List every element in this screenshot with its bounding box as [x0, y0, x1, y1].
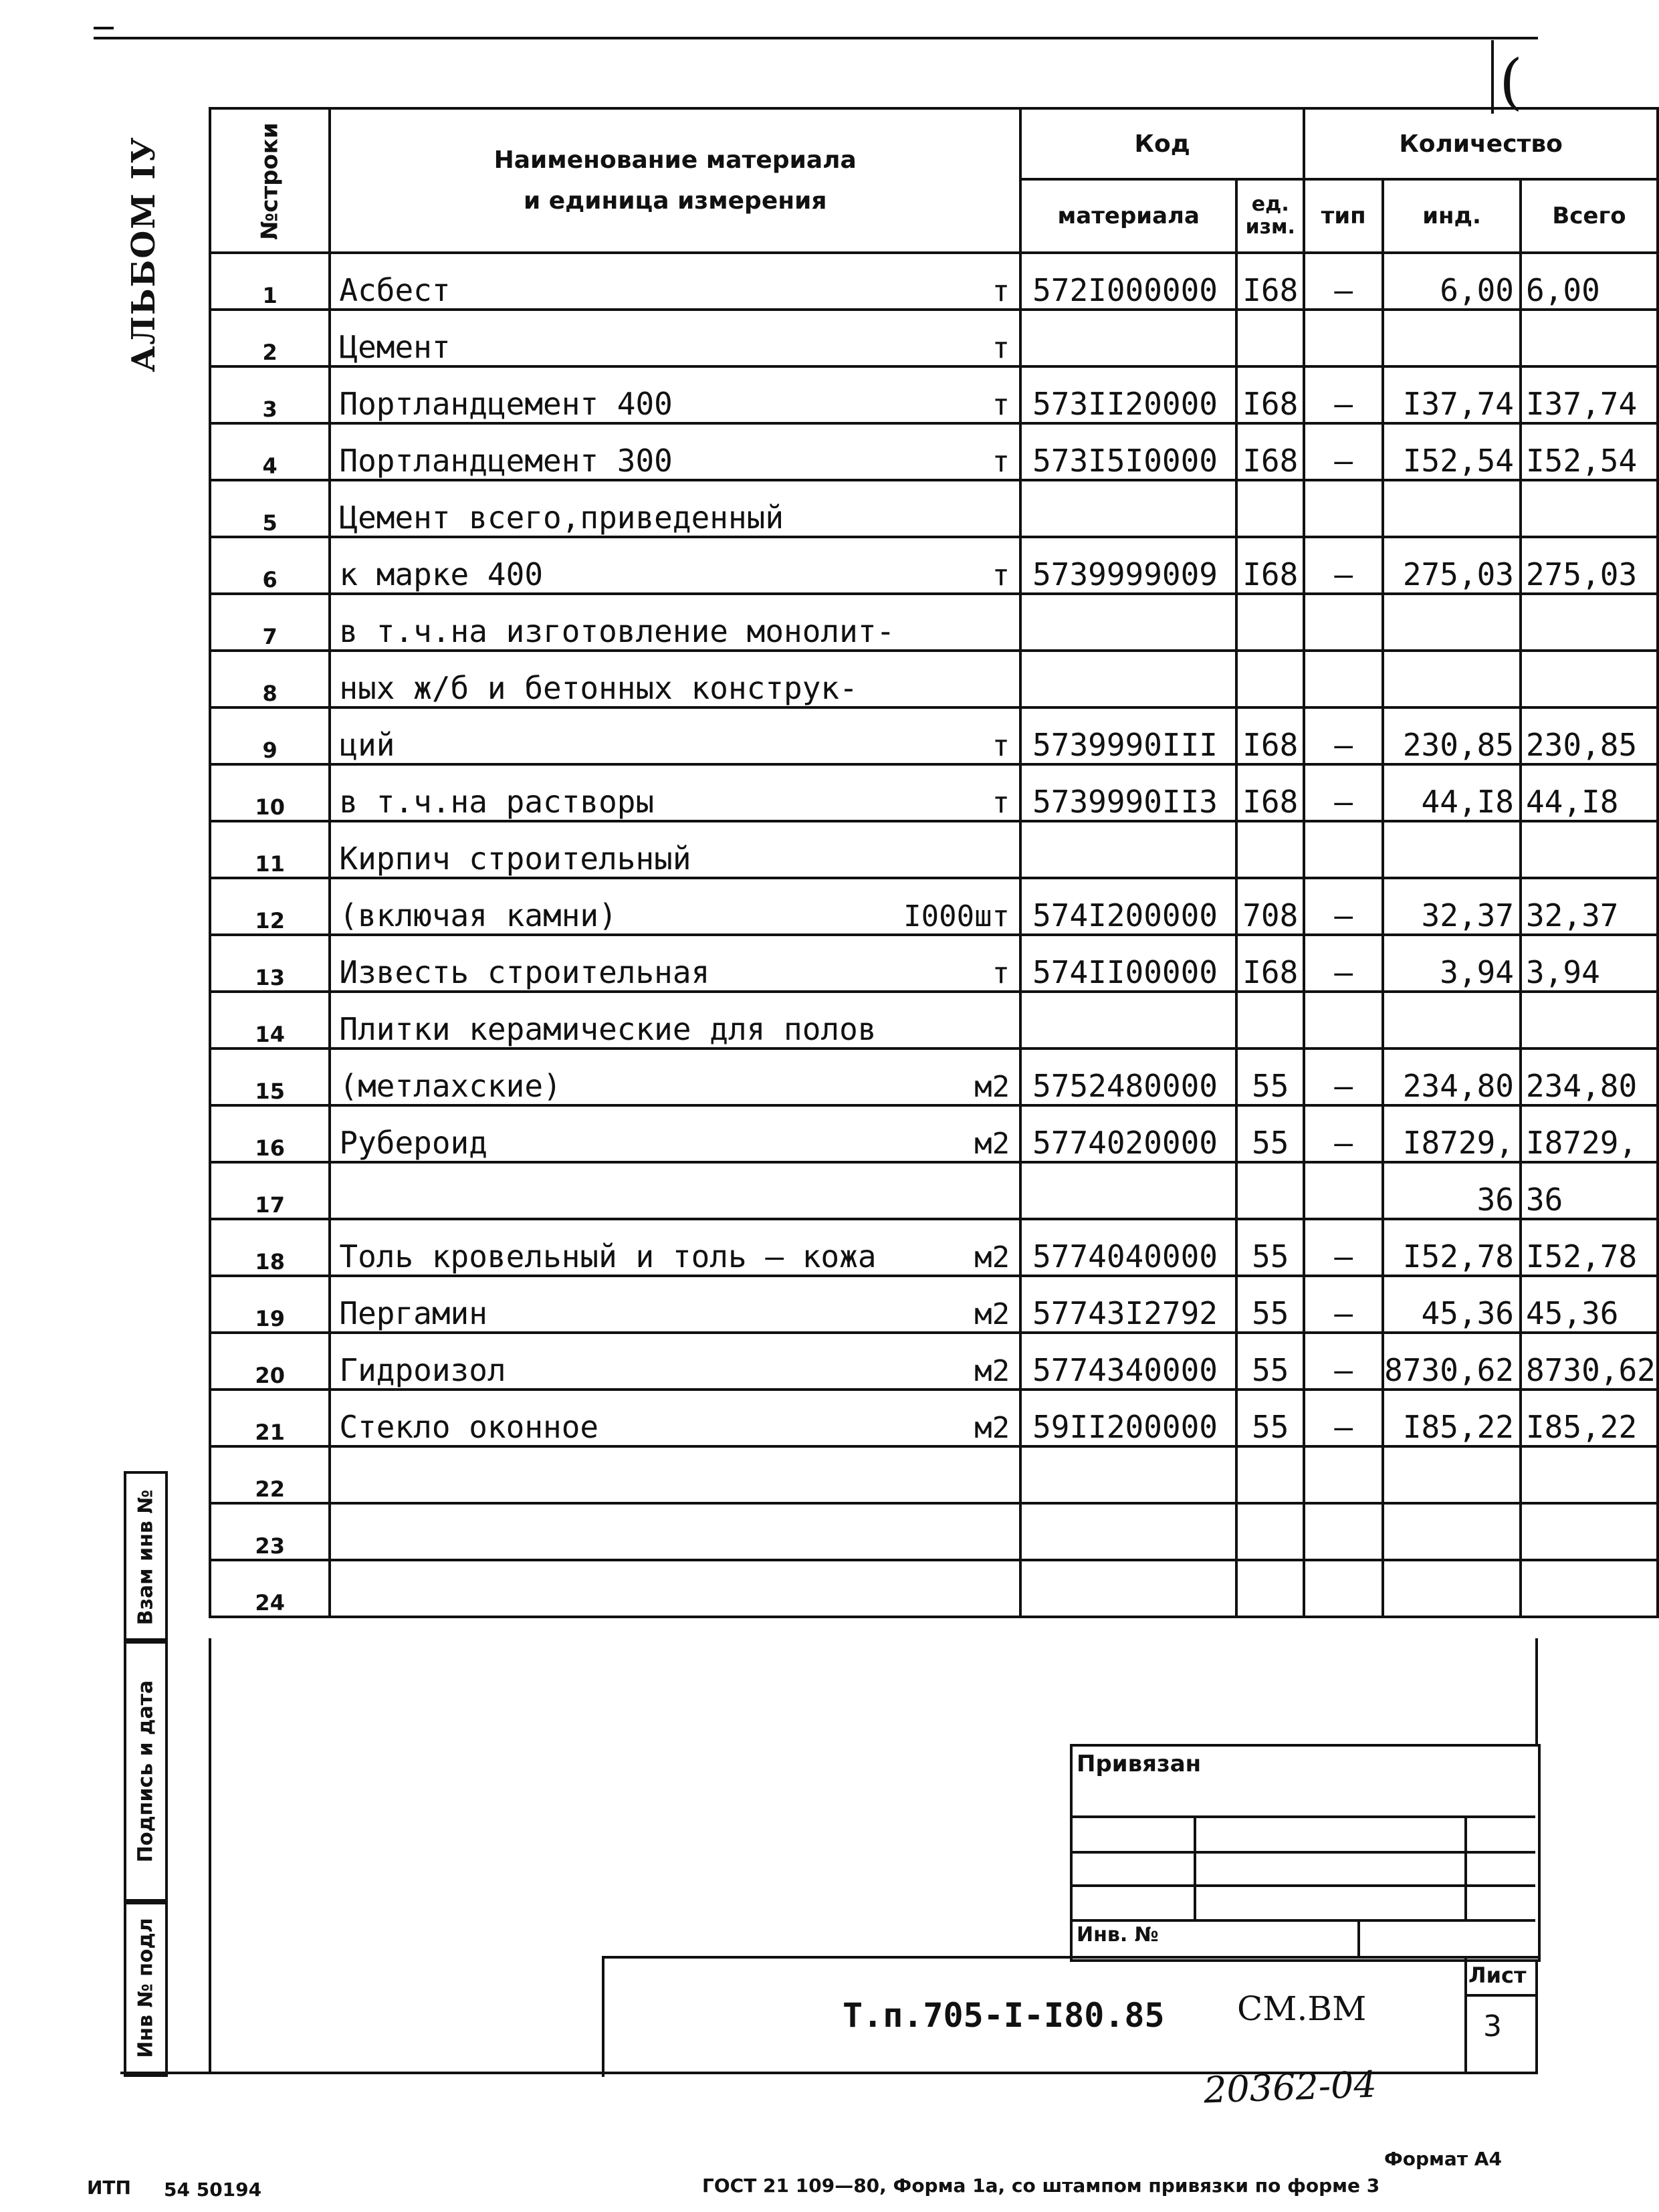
row-material-code: 5739990III [1020, 707, 1236, 764]
row-unit [895, 992, 1020, 1048]
row-unit-code [1236, 1503, 1304, 1560]
table-row [210, 423, 1658, 480]
row-name: ных ж/б и бетонных конструк- [330, 651, 895, 707]
row-unit-code [1236, 1162, 1304, 1219]
row-unit-code: I68 [1236, 253, 1304, 310]
row-qty-ind: 6,00 [1383, 253, 1521, 310]
row-unit-code: 55 [1236, 1048, 1304, 1105]
row-qty-type: – [1304, 1276, 1383, 1333]
row-name [330, 1503, 895, 1560]
row-number: 2 [210, 310, 330, 366]
row-qty-type [1304, 1560, 1383, 1617]
row-qty-ind: I85,22 [1383, 1390, 1521, 1446]
row-qty-type [1304, 651, 1383, 707]
sheet-divider [1464, 1994, 1535, 1997]
row-material-code [1020, 992, 1236, 1048]
row-unit-code: I68 [1236, 537, 1304, 594]
row-qty-type [1304, 310, 1383, 366]
stamp-inv-label: Инв. № [1077, 1923, 1159, 1947]
row-name: Стекло оконное [330, 1390, 895, 1446]
row-unit: т [895, 366, 1020, 423]
row-number: 18 [210, 1219, 330, 1276]
row-number: 13 [210, 935, 330, 992]
row-unit: м2 [895, 1219, 1020, 1276]
row-qty-type [1304, 1162, 1383, 1219]
row-unit [895, 594, 1020, 651]
row-qty-total: 6,00 [1521, 253, 1658, 310]
row-material-code: 572I000000 [1020, 253, 1236, 310]
footer-itp: ИТП [87, 2177, 131, 2199]
table-row [210, 1446, 1658, 1503]
row-unit-code: I68 [1236, 764, 1304, 821]
sheet-number: 3 [1483, 2009, 1502, 2043]
row-qty-ind [1383, 992, 1521, 1048]
row-qty-total [1521, 594, 1658, 651]
row-material-code: 5774340000 [1020, 1333, 1236, 1390]
row-name: (включая камни) [330, 878, 895, 935]
row-unit [895, 1162, 1020, 1219]
row-number: 12 [210, 878, 330, 935]
row-name: Рубероид [330, 1105, 895, 1162]
row-material-code [1020, 480, 1236, 537]
row-qty-type: – [1304, 1048, 1383, 1105]
row-unit-code [1236, 651, 1304, 707]
header-code-material: материала [1020, 179, 1236, 253]
row-qty-type [1304, 480, 1383, 537]
row-unit [895, 821, 1020, 878]
row-name: Портландцемент 300 [330, 423, 895, 480]
row-unit: т [895, 537, 1020, 594]
table-body [210, 253, 1658, 1617]
row-name: Пергамин [330, 1276, 895, 1333]
corner-mark: ( [1499, 47, 1523, 117]
row-qty-ind [1383, 651, 1521, 707]
table-row [210, 537, 1658, 594]
header-code: Код [1020, 108, 1304, 179]
row-number: 19 [210, 1276, 330, 1333]
row-qty-type [1304, 992, 1383, 1048]
row-qty-type: – [1304, 537, 1383, 594]
row-name [330, 1162, 895, 1219]
row-material-code: 5739990II3 [1020, 764, 1236, 821]
row-name: в т.ч.на растворы [330, 764, 895, 821]
row-qty-ind [1383, 594, 1521, 651]
row-number: 22 [210, 1446, 330, 1503]
row-unit-code [1236, 992, 1304, 1048]
header-qty-total: Всего [1521, 179, 1658, 253]
row-qty-ind: I37,74 [1383, 366, 1521, 423]
row-unit: т [895, 310, 1020, 366]
row-unit [895, 651, 1020, 707]
row-qty-type: – [1304, 423, 1383, 480]
table-row [210, 1219, 1658, 1276]
row-qty-total: 8730,62 [1521, 1333, 1658, 1390]
row-material-code: 573I5I0000 [1020, 423, 1236, 480]
frame-left [209, 1638, 211, 2074]
row-qty-ind: 32,37 [1383, 878, 1521, 935]
row-name: Толь кровельный и толь – кожа [330, 1219, 895, 1276]
sheet-label: Лист [1468, 1963, 1527, 1988]
footer-format: Формат А4 [1384, 2148, 1502, 2170]
row-qty-type: – [1304, 1219, 1383, 1276]
row-unit [895, 480, 1020, 537]
row-material-code: 573II20000 [1020, 366, 1236, 423]
row-qty-type: – [1304, 878, 1383, 935]
row-unit [895, 1446, 1020, 1503]
table-row [210, 1503, 1658, 1560]
row-qty-total: 234,80 [1521, 1048, 1658, 1105]
table-row [210, 253, 1658, 310]
row-unit: т [895, 253, 1020, 310]
stamp-line-4 [1070, 1919, 1535, 1922]
row-number: 8 [210, 651, 330, 707]
row-qty-ind: 3,94 [1383, 935, 1521, 992]
row-unit-code [1236, 821, 1304, 878]
row-qty-ind: 36 [1383, 1162, 1521, 1219]
row-qty-total: 45,36 [1521, 1276, 1658, 1333]
row-qty-total: 32,37 [1521, 878, 1658, 935]
document-mark: СМ.ВМ [1237, 1989, 1367, 2028]
document-code: Т.п.705-I-I80.85 [843, 1996, 1165, 2035]
footer-gost: ГОСТ 21 109—80, Форма 1а, со штампом привязки по форме 3 [702, 2175, 1380, 2197]
top-edge-tick [94, 27, 114, 29]
row-unit-code: 708 [1236, 878, 1304, 935]
footer-itp-number: 54 50194 [164, 2179, 262, 2201]
row-unit: м2 [895, 1390, 1020, 1446]
row-unit: I000шт [895, 878, 1020, 935]
row-unit-code [1236, 480, 1304, 537]
table-row [210, 1560, 1658, 1617]
row-qty-ind: I52,54 [1383, 423, 1521, 480]
row-qty-type: – [1304, 707, 1383, 764]
row-unit-code: I68 [1236, 423, 1304, 480]
table-row [210, 480, 1658, 537]
side-box-original-inv [124, 1899, 168, 2077]
row-unit [895, 1503, 1020, 1560]
row-number: 5 [210, 480, 330, 537]
row-qty-total: I8729, [1521, 1105, 1658, 1162]
row-name: в т.ч.на изготовление монолит- [330, 594, 895, 651]
row-unit-code: 55 [1236, 1333, 1304, 1390]
table-row [210, 594, 1658, 651]
row-qty-total: 44,I8 [1521, 764, 1658, 821]
row-qty-ind [1383, 1446, 1521, 1503]
row-number: 23 [210, 1503, 330, 1560]
row-number: 24 [210, 1560, 330, 1617]
row-unit-code [1236, 1560, 1304, 1617]
row-qty-ind [1383, 1560, 1521, 1617]
table-row [210, 878, 1658, 935]
row-qty-total [1521, 310, 1658, 366]
table-row [210, 764, 1658, 821]
table-row [210, 992, 1658, 1048]
row-qty-ind: 234,80 [1383, 1048, 1521, 1105]
table-row [210, 1048, 1658, 1105]
row-number: 15 [210, 1048, 330, 1105]
row-material-code [1020, 594, 1236, 651]
row-unit-code: I68 [1236, 935, 1304, 992]
header-quantity: Количество [1304, 108, 1658, 179]
row-unit: м2 [895, 1333, 1020, 1390]
row-material-code [1020, 821, 1236, 878]
side-box-signature-date [124, 1638, 168, 1904]
header-name: Наименование материала и единица измерения [330, 108, 1020, 253]
header-code-unit: ед. изм. [1236, 179, 1304, 253]
row-qty-total [1521, 480, 1658, 537]
row-name: Цемент всего,приведенный [330, 480, 895, 537]
row-name: Портландцемент 400 [330, 366, 895, 423]
row-number: 14 [210, 992, 330, 1048]
row-name: Гидроизол [330, 1333, 895, 1390]
row-qty-type: – [1304, 366, 1383, 423]
row-unit-code: I68 [1236, 366, 1304, 423]
row-qty-total [1521, 992, 1658, 1048]
row-name: ций [330, 707, 895, 764]
table-row [210, 1162, 1658, 1219]
row-name: Асбест [330, 253, 895, 310]
row-material-code: 5774040000 [1020, 1219, 1236, 1276]
row-qty-total: 275,03 [1521, 537, 1658, 594]
row-qty-total: I85,22 [1521, 1390, 1658, 1446]
row-unit: т [895, 935, 1020, 992]
row-material-code: 5752480000 [1020, 1048, 1236, 1105]
row-name [330, 1560, 895, 1617]
header-rownum: №строки [210, 108, 330, 253]
row-qty-total: I52,54 [1521, 423, 1658, 480]
row-material-code: 5774020000 [1020, 1105, 1236, 1162]
row-qty-total [1521, 1560, 1658, 1617]
row-name: Известь строительная [330, 935, 895, 992]
row-qty-total [1521, 1446, 1658, 1503]
row-qty-type: – [1304, 1333, 1383, 1390]
row-number: 3 [210, 366, 330, 423]
row-material-code [1020, 1162, 1236, 1219]
row-qty-ind [1383, 310, 1521, 366]
row-number: 6 [210, 537, 330, 594]
row-material-code: 574I200000 [1020, 878, 1236, 935]
row-name [330, 1446, 895, 1503]
row-qty-total [1521, 651, 1658, 707]
table-row [210, 366, 1658, 423]
row-number: 1 [210, 253, 330, 310]
row-material-code [1020, 1560, 1236, 1617]
row-unit-code [1236, 1446, 1304, 1503]
row-qty-type: – [1304, 764, 1383, 821]
side-label-original-inv: Инв № подл [134, 1918, 158, 2058]
row-qty-total [1521, 1503, 1658, 1560]
row-material-code: 5739999009 [1020, 537, 1236, 594]
header-qty-type: тип [1304, 179, 1383, 253]
row-unit-code [1236, 310, 1304, 366]
row-qty-ind [1383, 821, 1521, 878]
row-qty-type: – [1304, 1390, 1383, 1446]
row-unit: м2 [895, 1105, 1020, 1162]
row-name: Плитки керамические для полов [330, 992, 895, 1048]
row-material-code: 574II00000 [1020, 935, 1236, 992]
table-row [210, 1105, 1658, 1162]
side-box-replacement-inv [124, 1471, 168, 1644]
row-unit: т [895, 764, 1020, 821]
row-qty-type: – [1304, 1105, 1383, 1162]
row-number: 16 [210, 1105, 330, 1162]
row-qty-total [1521, 821, 1658, 878]
table-row [210, 821, 1658, 878]
side-label-replacement-inv: Взам инв № [134, 1489, 158, 1626]
table-row [210, 651, 1658, 707]
row-qty-ind [1383, 480, 1521, 537]
row-qty-ind: I8729, [1383, 1105, 1521, 1162]
stamp-vline-2 [1357, 1919, 1360, 1957]
header-qty-ind: инд. [1383, 179, 1521, 253]
row-qty-total: I37,74 [1521, 366, 1658, 423]
table-row [210, 935, 1658, 992]
row-qty-ind: 230,85 [1383, 707, 1521, 764]
row-qty-type [1304, 1503, 1383, 1560]
table-row [210, 1276, 1658, 1333]
row-unit: м2 [895, 1048, 1020, 1105]
row-qty-ind [1383, 1503, 1521, 1560]
row-material-code: 59II200000 [1020, 1390, 1236, 1446]
row-unit-code: 55 [1236, 1219, 1304, 1276]
album-label: АЛЬБОМ IУ [125, 136, 162, 372]
row-qty-total: I52,78 [1521, 1219, 1658, 1276]
row-number: 20 [210, 1333, 330, 1390]
row-qty-type [1304, 821, 1383, 878]
side-label-signature-date: Подпись и дата [134, 1680, 158, 1863]
row-name: (метлахские) [330, 1048, 895, 1105]
row-name: Цемент [330, 310, 895, 366]
row-number: 7 [210, 594, 330, 651]
handwritten-inventory-note: 20362-04 [1202, 2063, 1377, 2112]
materials-table [209, 107, 1659, 1618]
row-unit [895, 1560, 1020, 1617]
row-name: к марке 400 [330, 537, 895, 594]
row-unit-code: 55 [1236, 1390, 1304, 1446]
top-rule [94, 37, 1538, 39]
table-row [210, 1390, 1658, 1446]
row-number: 21 [210, 1390, 330, 1446]
row-material-code [1020, 651, 1236, 707]
row-unit-code: I68 [1236, 707, 1304, 764]
table-row [210, 707, 1658, 764]
row-qty-type [1304, 594, 1383, 651]
row-qty-ind: 44,I8 [1383, 764, 1521, 821]
row-qty-ind: 8730,62 [1383, 1333, 1521, 1390]
stamp-vline-1 [1194, 1815, 1196, 1919]
row-unit-code: 55 [1236, 1105, 1304, 1162]
row-number: 10 [210, 764, 330, 821]
row-number: 9 [210, 707, 330, 764]
row-unit: т [895, 423, 1020, 480]
row-number: 11 [210, 821, 330, 878]
row-qty-ind: 275,03 [1383, 537, 1521, 594]
row-qty-type: – [1304, 935, 1383, 992]
row-qty-type: – [1304, 253, 1383, 310]
row-qty-total: 3,94 [1521, 935, 1658, 992]
row-name: Кирпич строительный [330, 821, 895, 878]
row-material-code [1020, 1446, 1236, 1503]
row-material-code [1020, 1503, 1236, 1560]
row-number: 4 [210, 423, 330, 480]
stamp-vline-3 [1464, 1815, 1467, 1919]
table-row [210, 1333, 1658, 1390]
table-row [210, 310, 1658, 366]
row-number: 17 [210, 1162, 330, 1219]
row-material-code: 57743I2792 [1020, 1276, 1236, 1333]
row-qty-ind: 45,36 [1383, 1276, 1521, 1333]
corner-bracket [1491, 40, 1494, 114]
row-qty-total: 36 [1521, 1162, 1658, 1219]
stamp-bound-label: Привязан [1077, 1751, 1202, 1777]
row-unit: т [895, 707, 1020, 764]
row-qty-type [1304, 1446, 1383, 1503]
row-material-code [1020, 310, 1236, 366]
row-unit-code: 55 [1236, 1276, 1304, 1333]
row-unit-code [1236, 594, 1304, 651]
row-qty-total: 230,85 [1521, 707, 1658, 764]
row-qty-ind: I52,78 [1383, 1219, 1521, 1276]
row-unit: м2 [895, 1276, 1020, 1333]
